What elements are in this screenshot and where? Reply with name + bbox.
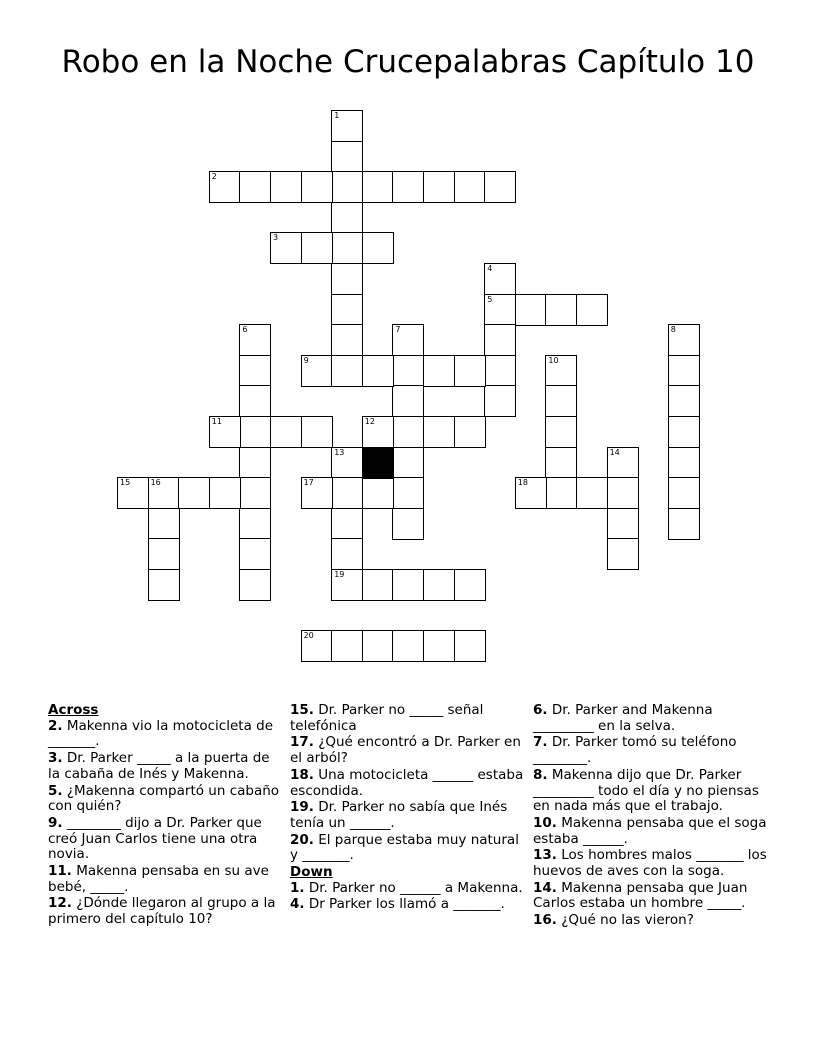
- grid-cell[interactable]: [392, 569, 424, 601]
- clue-number: 15.: [290, 702, 314, 718]
- grid-cell[interactable]: [362, 171, 394, 203]
- grid-cell[interactable]: [331, 202, 363, 234]
- grid-cell[interactable]: [239, 447, 271, 479]
- grid-cell[interactable]: [484, 385, 516, 417]
- clue: [48, 864, 283, 895]
- cell-number: 1: [334, 111, 340, 120]
- clue-text: Dr. Parker _____ a la puerta de la cabaña de Inés y Makenna.: [48, 750, 270, 782]
- grid-cell[interactable]: [301, 630, 333, 662]
- clues-column-3: [533, 703, 768, 930]
- clue-text: Dr. Parker no sabía que Inés tenía un ______.: [290, 799, 508, 831]
- grid-cell[interactable]: [668, 355, 700, 387]
- cell-number: 18: [517, 478, 528, 488]
- cell-number: 6: [242, 325, 248, 335]
- grid-cell[interactable]: [331, 141, 363, 173]
- cell-number: 8: [670, 325, 676, 335]
- grid-cell[interactable]: [484, 324, 516, 356]
- grid-cell[interactable]: [668, 447, 700, 479]
- cell-number: 13: [334, 447, 345, 457]
- grid-cell[interactable]: [423, 569, 455, 601]
- clue: [533, 848, 768, 879]
- clue: [533, 816, 768, 847]
- grid-cell[interactable]: [331, 538, 363, 570]
- cell-number: 4: [487, 264, 493, 273]
- clue-number: 8.: [533, 766, 548, 783]
- clue-text: Dr. Parker tomó su teléfono ________.: [533, 734, 737, 767]
- clue: [533, 768, 768, 815]
- cell-number: 9: [303, 355, 309, 365]
- grid-cell[interactable]: [392, 171, 424, 203]
- grid-cell[interactable]: [423, 416, 455, 448]
- clue-number: 3.: [48, 750, 63, 767]
- grid-cell[interactable]: [209, 416, 241, 448]
- grid-cell[interactable]: [668, 508, 700, 540]
- clue-number: 1.: [290, 879, 305, 896]
- clue-text: Dr. Parker no _____ señal telefónica: [290, 702, 484, 734]
- cell-number: 11: [211, 417, 222, 426]
- cell-number: 20: [303, 631, 314, 641]
- clue-number: 17.: [290, 734, 314, 751]
- grid-cell[interactable]: [331, 630, 363, 662]
- grid-cell[interactable]: [239, 324, 271, 356]
- clue: [290, 833, 525, 864]
- grid-cell[interactable]: [392, 630, 424, 662]
- grid-cell[interactable]: [392, 355, 424, 387]
- grid-cell[interactable]: [148, 477, 180, 509]
- grid-cell[interactable]: [362, 232, 394, 264]
- clue-number: 16.: [533, 912, 557, 929]
- grid-cell[interactable]: [545, 447, 577, 479]
- cell-number: 10: [548, 355, 559, 365]
- clue: [533, 913, 768, 929]
- clue: [48, 816, 283, 863]
- grid-cell[interactable]: [545, 294, 577, 326]
- grid-cell[interactable]: [454, 355, 486, 387]
- cell-number: 17: [303, 478, 314, 488]
- grid-cell[interactable]: [270, 416, 302, 448]
- cell-number: 19: [334, 570, 345, 579]
- grid-cell[interactable]: [270, 232, 302, 264]
- grid-cell[interactable]: [362, 630, 394, 662]
- clue-number: 5.: [48, 782, 63, 799]
- clue-number: 12.: [48, 895, 72, 912]
- grid-cell[interactable]: [484, 294, 516, 326]
- clue-text: Makenna pensaba en su ave bebé, _____.: [48, 863, 269, 895]
- cell-number: 15: [120, 478, 131, 488]
- grid-cell[interactable]: [423, 630, 455, 662]
- grid-cell[interactable]: [239, 416, 271, 448]
- grid-cell[interactable]: [515, 477, 547, 509]
- grid-cell[interactable]: [423, 355, 455, 387]
- grid-cell[interactable]: [331, 263, 363, 295]
- grid-cell[interactable]: [239, 355, 271, 387]
- grid-cell[interactable]: [607, 508, 639, 540]
- grid-cell[interactable]: [209, 171, 241, 203]
- clue-number: 7.: [533, 734, 548, 751]
- clue-number: 13.: [533, 847, 557, 864]
- clue-number: 10.: [533, 814, 557, 831]
- clue-text: Makenna dijo que Dr. Parker _________ todo el día y no piensas en nada más que el trabajo.: [533, 766, 759, 815]
- grid-cell[interactable]: [331, 232, 363, 264]
- clue: [533, 735, 768, 766]
- grid-cell[interactable]: [545, 477, 577, 509]
- grid-cell[interactable]: [484, 355, 516, 387]
- grid-cell[interactable]: [545, 385, 577, 417]
- clue: [290, 881, 525, 897]
- clue-number: 20.: [290, 831, 314, 848]
- grid-cell[interactable]: [484, 171, 516, 203]
- grid-cell[interactable]: [576, 477, 608, 509]
- grid-cell[interactable]: [331, 171, 363, 203]
- grid-cell[interactable]: [331, 324, 363, 356]
- grid-cell[interactable]: [607, 477, 639, 509]
- clue-text: Dr Parker los llamó a _______.: [304, 896, 505, 913]
- grid-cell[interactable]: [362, 569, 394, 601]
- grid-cell[interactable]: [331, 508, 363, 540]
- grid-cell[interactable]: [454, 416, 486, 448]
- clue-text: El parque estaba muy natural y _______.: [290, 831, 519, 864]
- page-title: Robo en la Noche Crucepalabras Capítulo 10: [61, 44, 755, 80]
- clue-text: Dr. Parker and Makenna _________ en la selva.: [533, 702, 713, 734]
- clue: [48, 896, 283, 927]
- grid-cell[interactable]: [362, 416, 394, 448]
- down-header: Down: [290, 864, 333, 881]
- grid-cell[interactable]: [484, 263, 516, 295]
- clue-text: ¿Dónde llegaron al grupo a la primero del capítulo 10?: [48, 895, 276, 928]
- grid-cell[interactable]: [331, 110, 363, 142]
- grid-cell[interactable]: [423, 171, 455, 203]
- cell-number: 12: [364, 417, 375, 426]
- grid-cell[interactable]: [668, 477, 700, 509]
- clue-text: ¿Makenna compartó un cabaño con quién?: [48, 782, 280, 815]
- clue-number: 14.: [533, 879, 557, 896]
- grid-cell[interactable]: [270, 171, 302, 203]
- clue-number: 18.: [290, 766, 314, 783]
- clue: [290, 768, 525, 799]
- grid-cell[interactable]: [301, 232, 333, 264]
- clue-number: 6.: [533, 702, 548, 718]
- grid-cell[interactable]: [331, 447, 363, 479]
- cell-number: 3: [273, 233, 279, 243]
- grid-cell[interactable]: [362, 477, 394, 509]
- clue: [290, 703, 525, 734]
- grid-cell[interactable]: [668, 416, 700, 448]
- grid-cell[interactable]: [301, 477, 333, 509]
- clue-text: Makenna vio la motocicleta de _______.: [48, 717, 274, 750]
- clue: [290, 735, 525, 766]
- clues-column-2: [290, 703, 525, 914]
- grid-cell[interactable]: [331, 294, 363, 326]
- clue-text: ¿Qué no las vieron?: [556, 912, 694, 929]
- clue-number: 9.: [48, 814, 63, 831]
- grid-cell[interactable]: [239, 477, 271, 509]
- grid-cell[interactable]: [668, 385, 700, 417]
- clues-column-1: [48, 703, 283, 929]
- cell-number: 7: [395, 325, 401, 335]
- cell-number: 14: [609, 447, 620, 457]
- clue-text: ________ dijo a Dr. Parker que creó Juan Carlos tiene una otra novia.: [48, 814, 262, 863]
- clue: [48, 751, 283, 782]
- clue-number: 2.: [48, 717, 63, 734]
- grid-cell[interactable]: [392, 508, 424, 540]
- grid-cell[interactable]: [454, 569, 486, 601]
- grid-cell[interactable]: [607, 538, 639, 570]
- grid-cell[interactable]: [178, 477, 210, 509]
- clue: [290, 800, 525, 831]
- grid-cell[interactable]: [545, 416, 577, 448]
- clue-number: 11.: [48, 863, 72, 880]
- cell-number: 2: [211, 172, 217, 182]
- grid-cell[interactable]: [301, 171, 333, 203]
- cell-number: 16: [150, 478, 161, 488]
- grid-cell[interactable]: [117, 477, 149, 509]
- clue-number: 19.: [290, 799, 314, 816]
- clue-text: Una motocicleta ______ estaba escondida.: [290, 766, 524, 799]
- grid-cell[interactable]: [239, 171, 271, 203]
- grid-cell[interactable]: [148, 538, 180, 570]
- grid-cell[interactable]: [392, 447, 424, 479]
- black-cell: [362, 447, 394, 479]
- grid-cell[interactable]: [148, 569, 180, 601]
- clue: [533, 703, 768, 734]
- clue-text: ¿Qué encontró a Dr. Parker en el arból?: [290, 734, 521, 767]
- clue-text: Makenna pensaba que Juan Carlos estaba un hombre _____.: [533, 879, 748, 912]
- grid-cell[interactable]: [301, 355, 333, 387]
- clue-text: Dr. Parker no ______ a Makenna.: [304, 879, 523, 896]
- grid-cell[interactable]: [607, 447, 639, 479]
- cell-number: 5: [487, 294, 493, 304]
- grid-cell[interactable]: [392, 385, 424, 417]
- across-header: Across: [48, 702, 99, 718]
- grid-cell[interactable]: [392, 477, 424, 509]
- grid-cell[interactable]: [515, 294, 547, 326]
- grid-cell[interactable]: [209, 477, 241, 509]
- clue: [48, 784, 283, 815]
- clue-text: Los hombres malos _______ los huevos de aves con la soga.: [533, 847, 767, 880]
- grid-cell[interactable]: [148, 508, 180, 540]
- grid-cell[interactable]: [331, 477, 363, 509]
- clue: [48, 719, 283, 750]
- grid-cell[interactable]: [331, 569, 363, 601]
- grid-cell[interactable]: [668, 324, 700, 356]
- clue: [290, 897, 525, 913]
- grid-cell[interactable]: [239, 385, 271, 417]
- grid-cell[interactable]: [362, 355, 394, 387]
- clue-number: 4.: [290, 896, 305, 913]
- grid-cell[interactable]: [239, 508, 271, 540]
- clue-text: Makenna pensaba que el soga estaba ______.: [533, 814, 767, 847]
- grid-cell[interactable]: [392, 324, 424, 356]
- grid-cell[interactable]: [545, 355, 577, 387]
- grid-cell[interactable]: [301, 416, 333, 448]
- grid-cell[interactable]: [239, 569, 271, 601]
- clue: [533, 881, 768, 912]
- grid-cell[interactable]: [454, 630, 486, 662]
- grid-cell[interactable]: [576, 294, 608, 326]
- grid-cell[interactable]: [331, 355, 363, 387]
- grid-cell[interactable]: [392, 416, 424, 448]
- grid-cell[interactable]: [454, 171, 486, 203]
- grid-cell[interactable]: [239, 538, 271, 570]
